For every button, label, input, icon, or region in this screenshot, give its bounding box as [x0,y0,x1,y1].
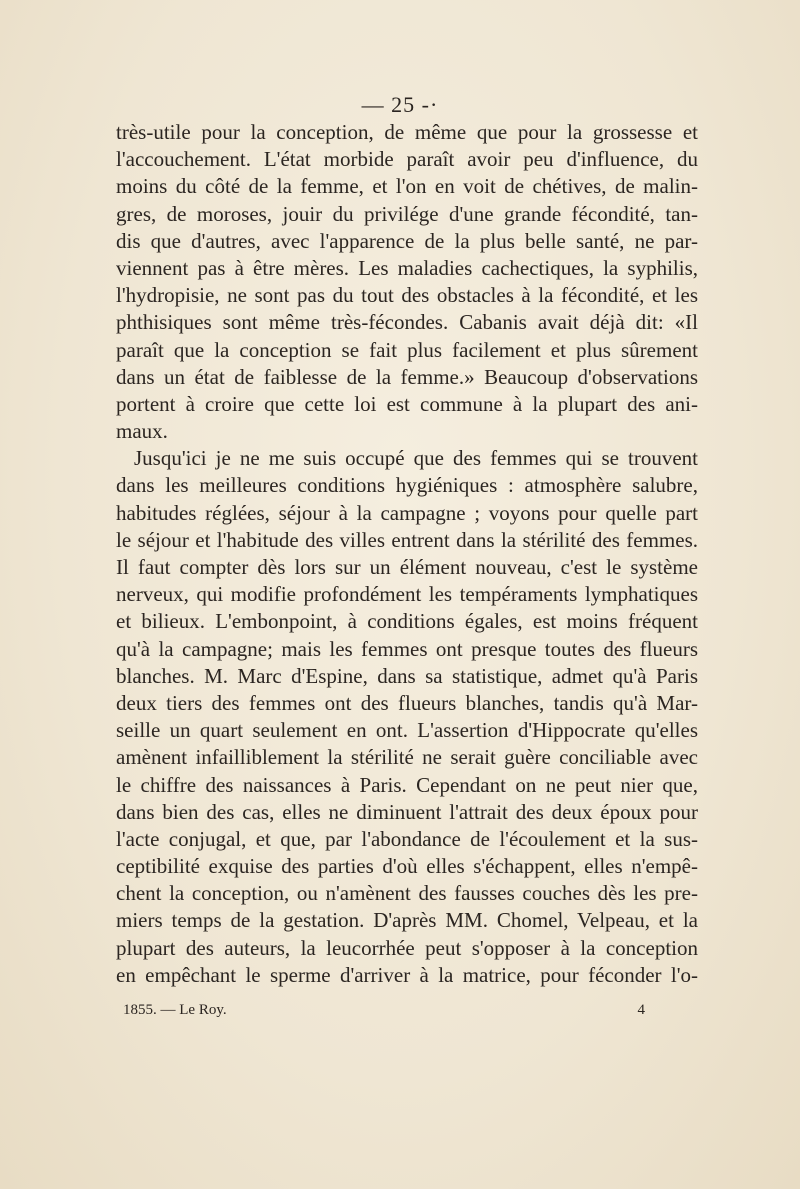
text-line: qu'à la campagne; mais les femmes ont presque toutes des flueurs [116,636,698,661]
page-number: — 25 -· [361,92,439,117]
text-line: portent à croire que cette loi est commune à la plupart des ani- [116,391,698,416]
text-line: et bilieux. L'embonpoint, à conditions égales, est moins fréquent [116,609,698,634]
text-line: ceptibilité exquise des parties d'où elles s'échappent, elles n'empê- [116,854,698,879]
text-line: dans bien des cas, elles ne diminuent l'attrait des deux époux pour [116,799,698,824]
text-line: très-utile pour la conception, de même que pour la grossesse et [116,120,698,144]
text-line: maux. [116,419,168,444]
text-line: l'hydropisie, ne sont pas du tout des obstacles à la fécondité, et les [116,283,698,308]
text-line: habitudes réglées, séjour à la campagne ; voyons pour quelle part [116,500,698,525]
text-line: viennent pas à être mères. Les maladies cachectiques, la syphilis, [116,255,698,280]
text-line: Il faut compter dès lors sur un élément nouveau, c'est le système [116,555,698,579]
text-line: seille un quart seulement en ont. L'assertion d'Hippocrate qu'elles [116,718,698,743]
text-line: amènent infailliblement la stérilité ne serait guère conciliable avec [116,745,698,770]
text-line: le séjour et l'habitude des villes entrent dans la stérilité des femmes. [116,527,698,552]
text-line: phthisiques sont même très-fécondes. Cabanis avait déjà dit: «Il [116,310,698,335]
text-line: chent la conception, ou n'amènent des fausses couches dès les pre- [116,881,698,906]
text-line: deux tiers des femmes ont des flueurs blanches, tandis qu'à Mar- [116,690,698,715]
text-line: nerveux, qui modifie profondément les tempéraments lymphatiques [116,582,698,607]
text-line: plupart des auteurs, la leucorrhée peut s'opposer à la conception [116,935,698,960]
text-line: l'accouchement. L'état morbide paraît avoir peu d'influence, du [116,147,698,172]
text-line: gres, de moroses, jouir du privilége d'une grande fécondité, tan- [116,201,698,226]
text-line: Jusqu'ici je ne me suis occupé que des femmes qui se trouvent [134,446,698,471]
text-line: le chiffre des naissances à Paris. Cependant on ne peut nier que, [116,772,698,797]
text-line: l'acte conjugal, et que, par l'abondance de l'écoulement et la sus- [116,826,698,851]
sheet-number: 4 [637,1002,645,1018]
text-line: blanches. M. Marc d'Espine, dans sa statistique, admet qu'à Paris [116,663,698,688]
text-line: en empêchant le sperme d'arriver à la matrice, pour féconder l'o- [116,962,698,987]
text-line: paraît que la conception se fait plus facilement et plus sûrement [116,337,698,362]
text-line: dans un état de faiblesse de la femme.» Beaucoup d'observations [116,364,698,389]
text-line: moins du côté de la femme, et l'on en voit de chétives, de malin- [116,174,698,199]
text-line: dis que d'autres, avec l'apparence de la plus belle santé, ne par- [116,228,698,253]
body-text [116,119,698,989]
text-line: miers temps de la gestation. D'après MM. Chomel, Velpeau, et la [116,908,698,933]
text-line: dans les meilleures conditions hygiéniques : atmosphère salubre, [116,473,698,498]
printer-signature: 1855. — Le Roy. [123,1002,227,1018]
